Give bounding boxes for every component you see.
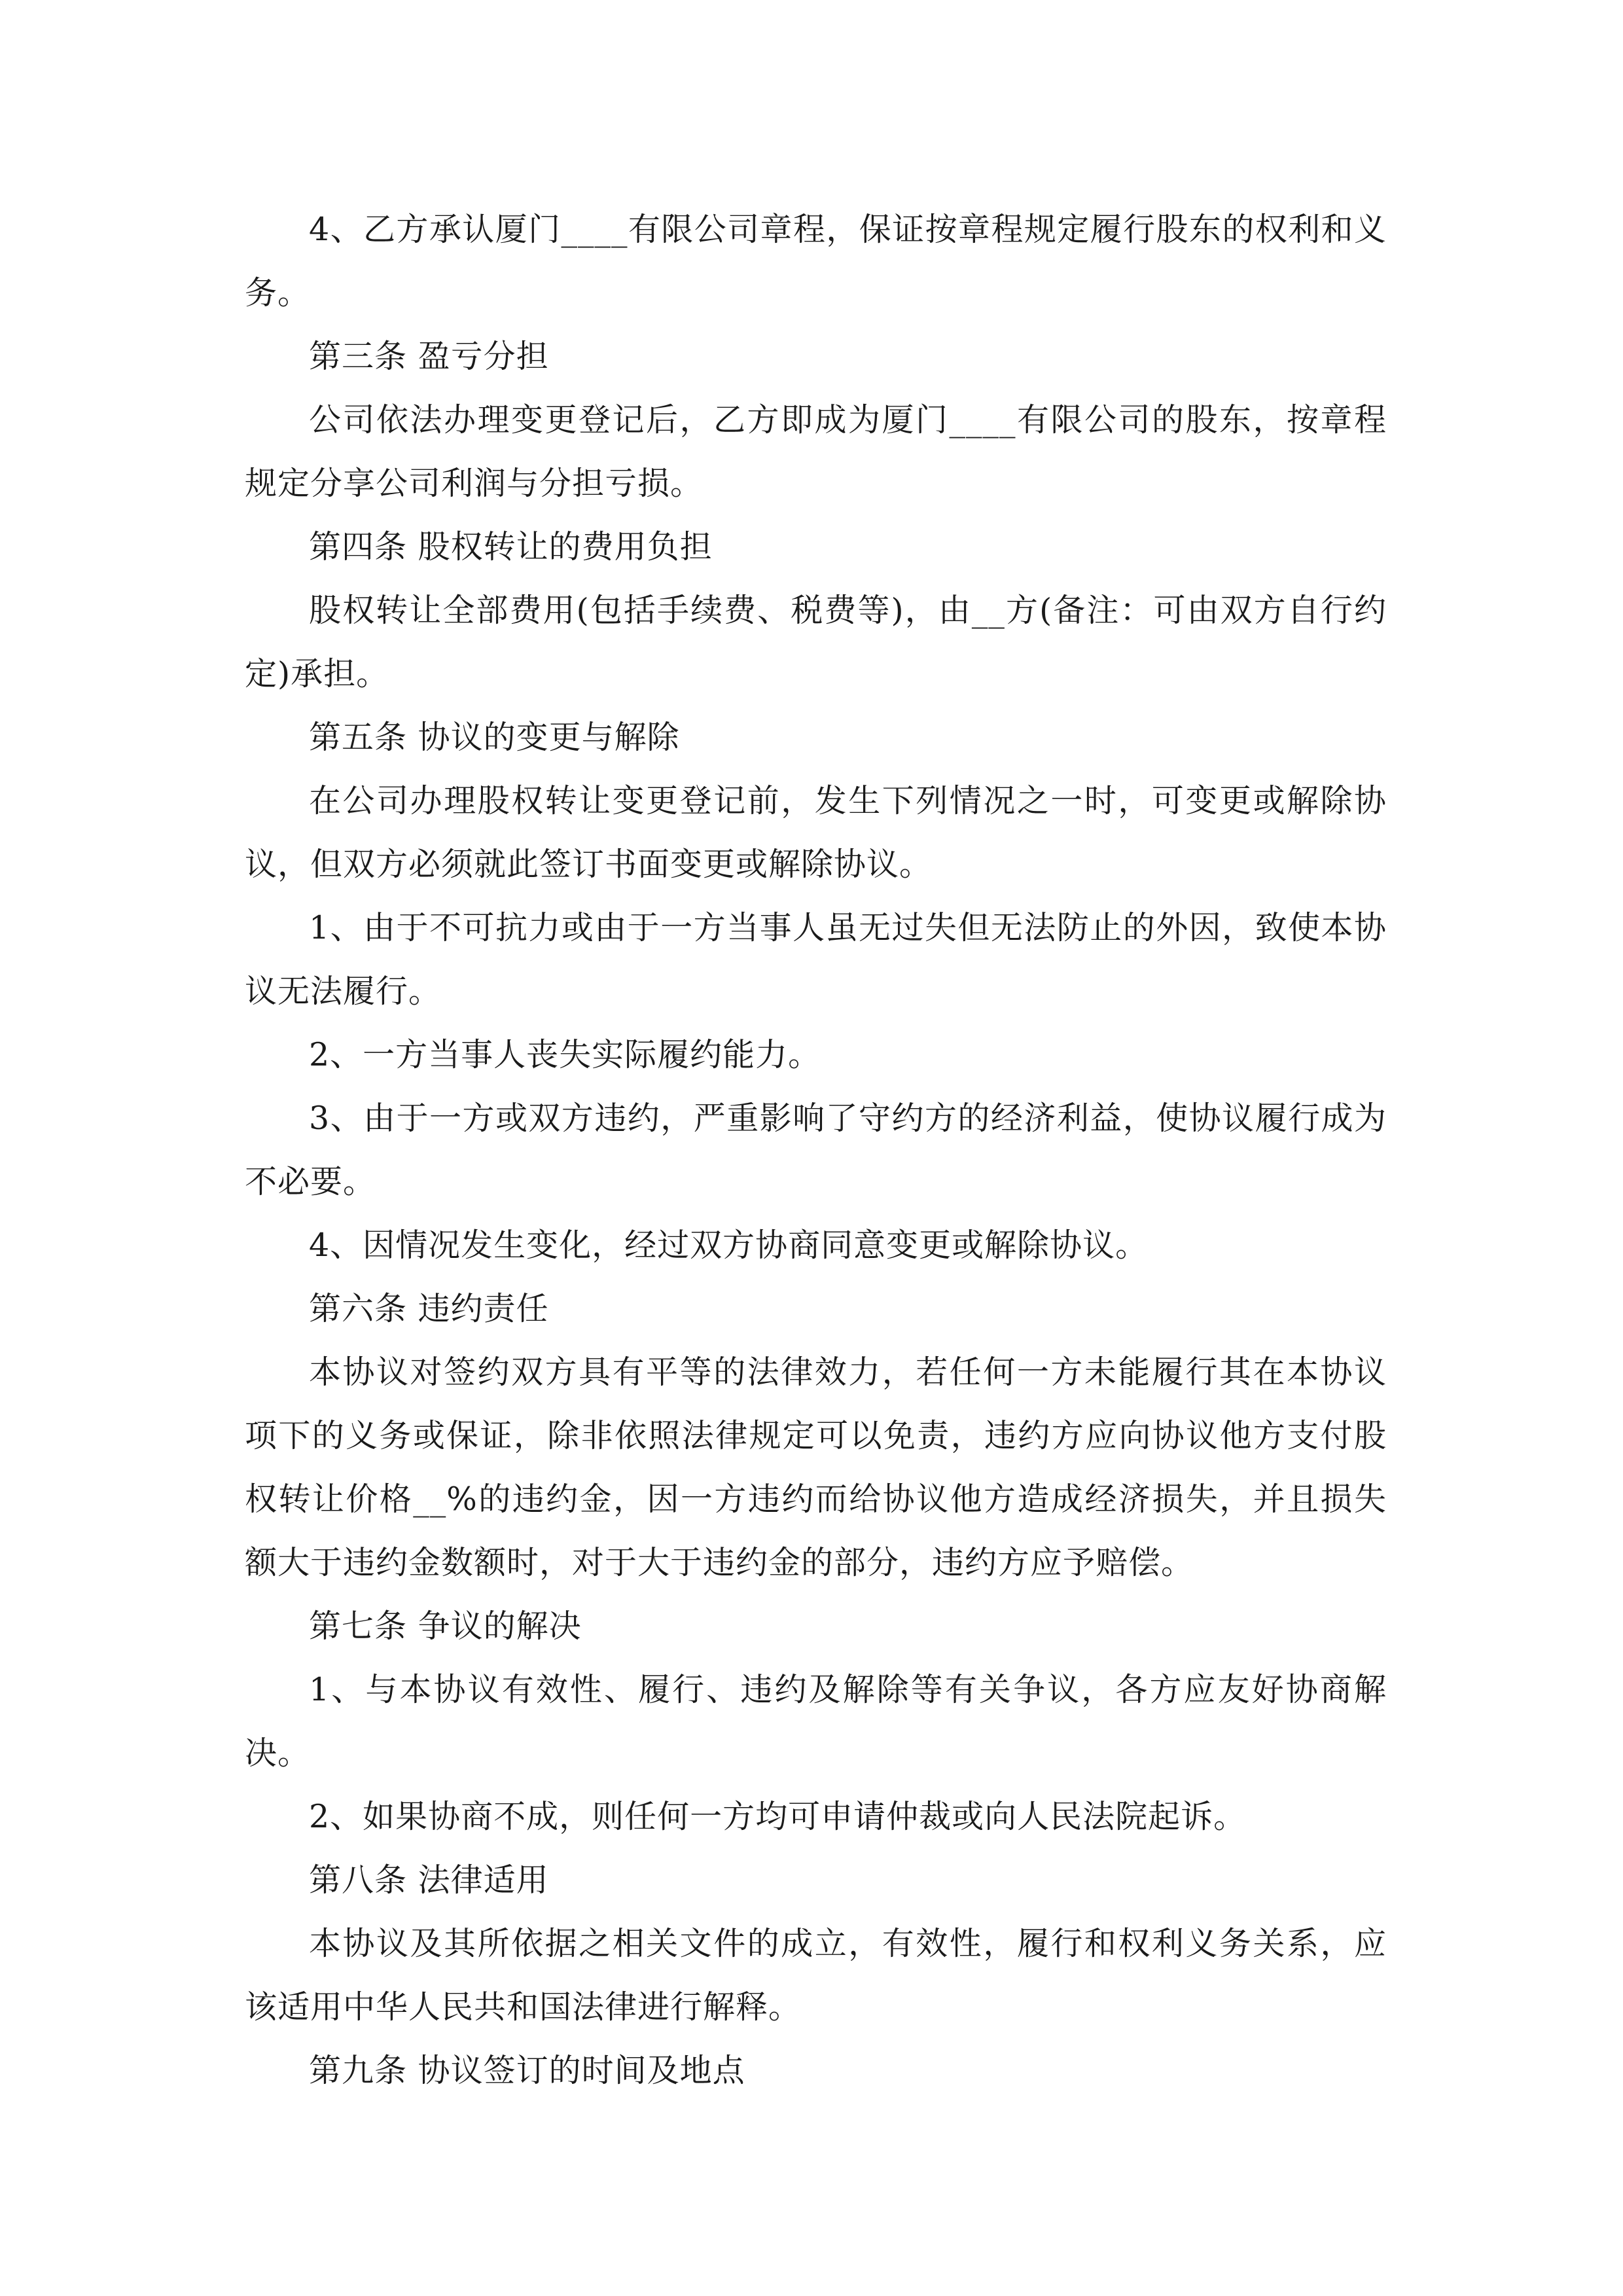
clause-4-shareholder-obligations: 4、乙方承认厦门____有限公司章程，保证按章程规定履行股东的权利和义务。 <box>245 211 1387 312</box>
article-5-item-3: 3、由于一方或双方违约，严重影响了守约方的经济利益，使协议履行成为不必要。 <box>245 1100 1387 1200</box>
article-7-item-2: 2、如果协商不成，则任何一方均可申请仲裁或向人民法院起诉。 <box>309 1798 1247 1835</box>
article-8-heading: 第八条 法律适用 <box>309 1861 549 1899</box>
article-5-item-1: 1、由于不可抗力或由于一方当事人虽无过失但无法防止的外因，致使本协议无法履行。 <box>245 909 1387 1010</box>
document-body <box>245 198 1387 2102</box>
article-7-heading: 第七条 争议的解决 <box>309 1607 582 1645</box>
article-3-heading: 第三条 盈亏分担 <box>309 338 549 375</box>
article-5-item-4: 4、因情况发生变化，经过双方协商同意变更或解除协议。 <box>309 1227 1149 1264</box>
article-5-heading: 第五条 协议的变更与解除 <box>309 719 680 756</box>
article-6-text: 本协议对签约双方具有平等的法律效力，若任何一方未能履行其在本协议项下的义务或保证，除非依照法律规定可以免责，违约方应向协议他方支付股权转让价格__%的违约金，因一方违约而给协议他方造成经济损失，并且损失额大于违约金数额时，对于大于违约金的部分，违约方应予赔偿。 <box>245 1354 1387 1581</box>
article-4-heading: 第四条 股权转让的费用负担 <box>309 528 713 565</box>
article-9-heading: 第九条 协议签订的时间及地点 <box>309 2052 745 2089</box>
article-5-item-2: 2、一方当事人丧失实际履约能力。 <box>309 1036 821 1073</box>
article-4-text: 股权转让全部费用(包括手续费、税费等)，由__方(备注：可由双方自行约定)承担。 <box>245 592 1387 692</box>
article-8-text: 本协议及其所依据之相关文件的成立，有效性，履行和权利义务关系，应该适用中华人民共和国法律进行解释。 <box>245 1925 1387 2026</box>
article-3-text: 公司依法办理变更登记后，乙方即成为厦门____有限公司的股东，按章程规定分享公司利润与分担亏损。 <box>245 401 1387 502</box>
article-7-item-1: 1、与本协议有效性、履行、违约及解除等有关争议，各方应友好协商解决。 <box>245 1671 1387 1772</box>
article-5-text: 在公司办理股权转让变更登记前，发生下列情况之一时，可变更或解除协议，但双方必须就此签订书面变更或解除协议。 <box>245 782 1387 883</box>
article-6-heading: 第六条 违约责任 <box>309 1290 549 1327</box>
